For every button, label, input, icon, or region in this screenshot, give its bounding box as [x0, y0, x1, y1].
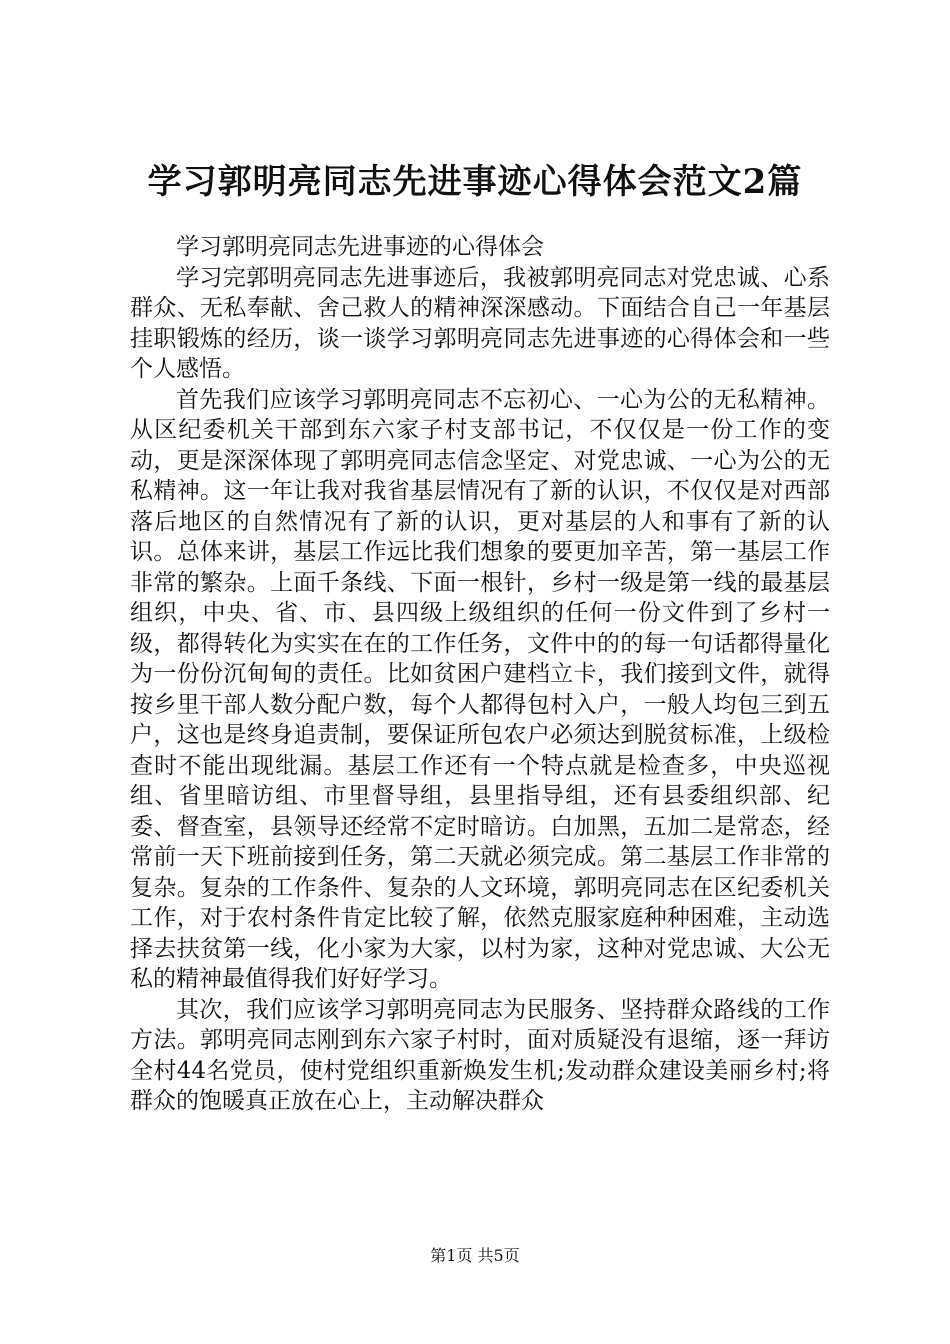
intro-paragraph: 学习完郭明亮同志先进事迹后，我被郭明亮同志对党忠诚、心系群众、无私奉献、舍己救人的精神深深感动。下面结合自己一年基层挂职锻炼的经历，谈一谈学习郭明亮同志先进事迹的心得体会和一些个人感悟。: [130, 264, 830, 382]
document-title: 学习郭明亮同志先进事迹心得体会范文2篇: [147, 162, 803, 202]
document-body: [130, 232, 830, 1117]
subtitle-paragraph: 学习郭明亮同志先进事迹的心得体会: [176, 234, 544, 260]
first-point-paragraph: 首先我们应该学习郭明亮同志不忘初心、一心为公的无私精神。从区纪委机关干部到东六家子村支部书记，不仅仅是一份工作的变动，更是深深体现了郭明亮同志信念坚定、对党忠诚、一心为公的无私精神。这一年让我对我省基层情况有了新的认识，不仅仅是对西部落后地区的自然情况有了新的认识，更对基层的人和事有了新的认识。总体来讲，基层工作远比我们想象的要更加辛苦，第一基层工作非常的繁杂。上面千条线、下面一根针，乡村一级是第一线的最基层组织，中央、省、市、县四级上级组织的任何一份文件到了乡村一级，都得转化为实实在在的工作任务，文件中的的每一句话都得量化为一份份沉甸甸的责任。比如贫困户建档立卡，我们接到文件，就得按乡里干部人数分配户数，每个人都得包村入户，一般人均包三到五户，这也是终身追责制，要保证所包农户必须达到脱贫标准，上级检查时不能出现纰漏。基层工作还有一个特点就是检查多，中央巡视组、省里暗访组、市里督导组，县里指导组，还有县委组织部、纪委、督查室，县领导还经常不定时暗访。白加黑，五加二是常态，经常前一天下班前接到任务，第二天就必须完成。第二基层工作非常的复杂。复杂的工作条件、复杂的人文环境，郭明亮同志在区纪委机关工作，对于农村条件肯定比较了解，依然克服家庭种种困难，主动选择去扶贫第一线，化小家为大家，以村为家，这种对党忠诚、大公无私的精神最值得我们好好学习。: [130, 386, 830, 992]
second-point-paragraph: 其次，我们应该学习郭明亮同志为民服务、坚持群众路线的工作方法。郭明亮同志刚到东六家子村时，面对质疑没有退缩，逐一拜访全村44名党员，使村党组织重新焕发生机;发动群众建设美丽乡村;将群众的饱暖真正放在心上，主动解决群众: [130, 996, 830, 1114]
page-footer: 第1页 共5页: [430, 1246, 520, 1265]
